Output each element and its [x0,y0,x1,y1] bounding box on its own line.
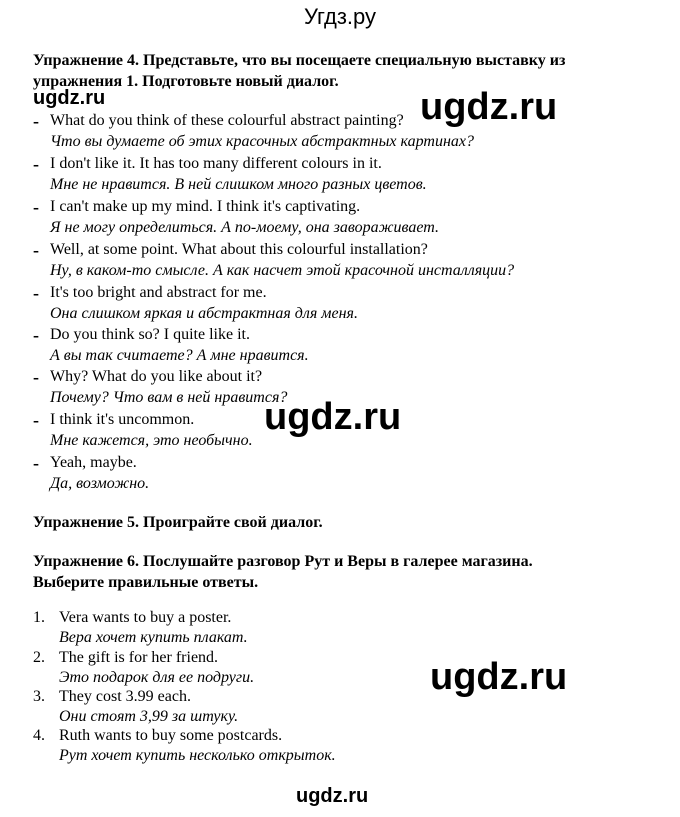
dialog-english: It's too bright and abstract for me. [50,284,267,301]
dialog-russian: Мне кажется, это необычно. [50,432,253,449]
item-russian: Рут хочет купить несколько открыток. [59,747,336,764]
dialog-russian: А вы так считаете? А мне нравится. [50,347,309,364]
dialog-english: What do you think of these colourful abstract painting? [50,112,404,129]
dialog-dash: - [33,154,39,174]
item-number: 2. [33,649,45,666]
item-russian: Вера хочет купить плакат. [59,629,248,646]
dialog-russian: Что вы думаете об этих красочных абстрактных картинах? [50,133,474,150]
item-russian: Они стоят 3,99 за штуку. [59,708,239,725]
dialog-russian: Она слишком яркая и абстрактная для меня. [50,305,358,322]
dialog-dash: - [33,240,39,260]
exercise-4-heading-line-1: Упражнение 4. Представьте, что вы посещаете специальную выставку из [33,52,566,69]
item-number: 1. [33,609,45,626]
item-number: 4. [33,727,45,744]
exercise-6-heading-line-2: Выберите правильные ответы. [33,574,259,591]
item-russian: Это подарок для ее подруги. [59,669,255,686]
dialog-dash: - [33,197,39,217]
item-number: 3. [33,688,45,705]
dialog-russian: Почему? Что вам в ней нравится? [50,389,288,406]
dialog-english: Do you think so? I quite like it. [50,326,250,343]
dialog-english: I think it's uncommon. [50,411,195,428]
dialog-english: I can't make up my mind. I think it's captivating. [50,198,361,215]
dialog-dash: - [33,367,39,387]
dialog-dash: - [33,453,39,473]
dialog-russian: Ну, в каком-то смысле. А как насчет этой красочной инсталляции? [50,262,515,279]
item-english: Ruth wants to buy some postcards. [59,727,283,744]
dialog-dash: - [33,325,39,345]
dialog-english: Well, at some point. What about this colourful installation? [50,241,428,258]
dialog-dash: - [33,410,39,430]
dialog-english: I don't like it. It has too many different colours in it. [50,155,382,172]
dialog-russian: Да, возможно. [50,475,150,492]
watermark: ugdz.ru [420,86,558,128]
watermark: ugdz.ru [430,656,568,698]
item-english: The gift is for her friend. [59,649,219,666]
item-english: Vera wants to buy a poster. [59,609,232,626]
dialog-english: Yeah, maybe. [50,454,137,471]
dialog-dash: - [33,283,39,303]
exercise-5-heading: Упражнение 5. Проиграйте свой диалог. [33,514,323,531]
item-english: They cost 3.99 each. [59,688,191,705]
dialog-russian: Мне не нравится. В ней слишком много разных цветов. [50,176,427,193]
dialog-russian: Я не могу определиться. А по-моему, она завораживает. [50,219,439,236]
dialog-english: Why? What do you like about it? [50,368,263,385]
watermark: ugdz.ru [33,87,106,109]
dialog-dash: - [33,111,39,131]
exercise-4-heading-line-2: упражнения 1. Подготовьте новый диалог. [33,73,339,90]
watermark: ugdz.ru [296,785,369,807]
watermark: ugdz.ru [264,396,402,438]
site-header: Угдз.ру [303,4,377,29]
exercise-6-heading-line-1: Упражнение 6. Послушайте разговор Рут и Веры в галерее магазина. [33,553,533,570]
